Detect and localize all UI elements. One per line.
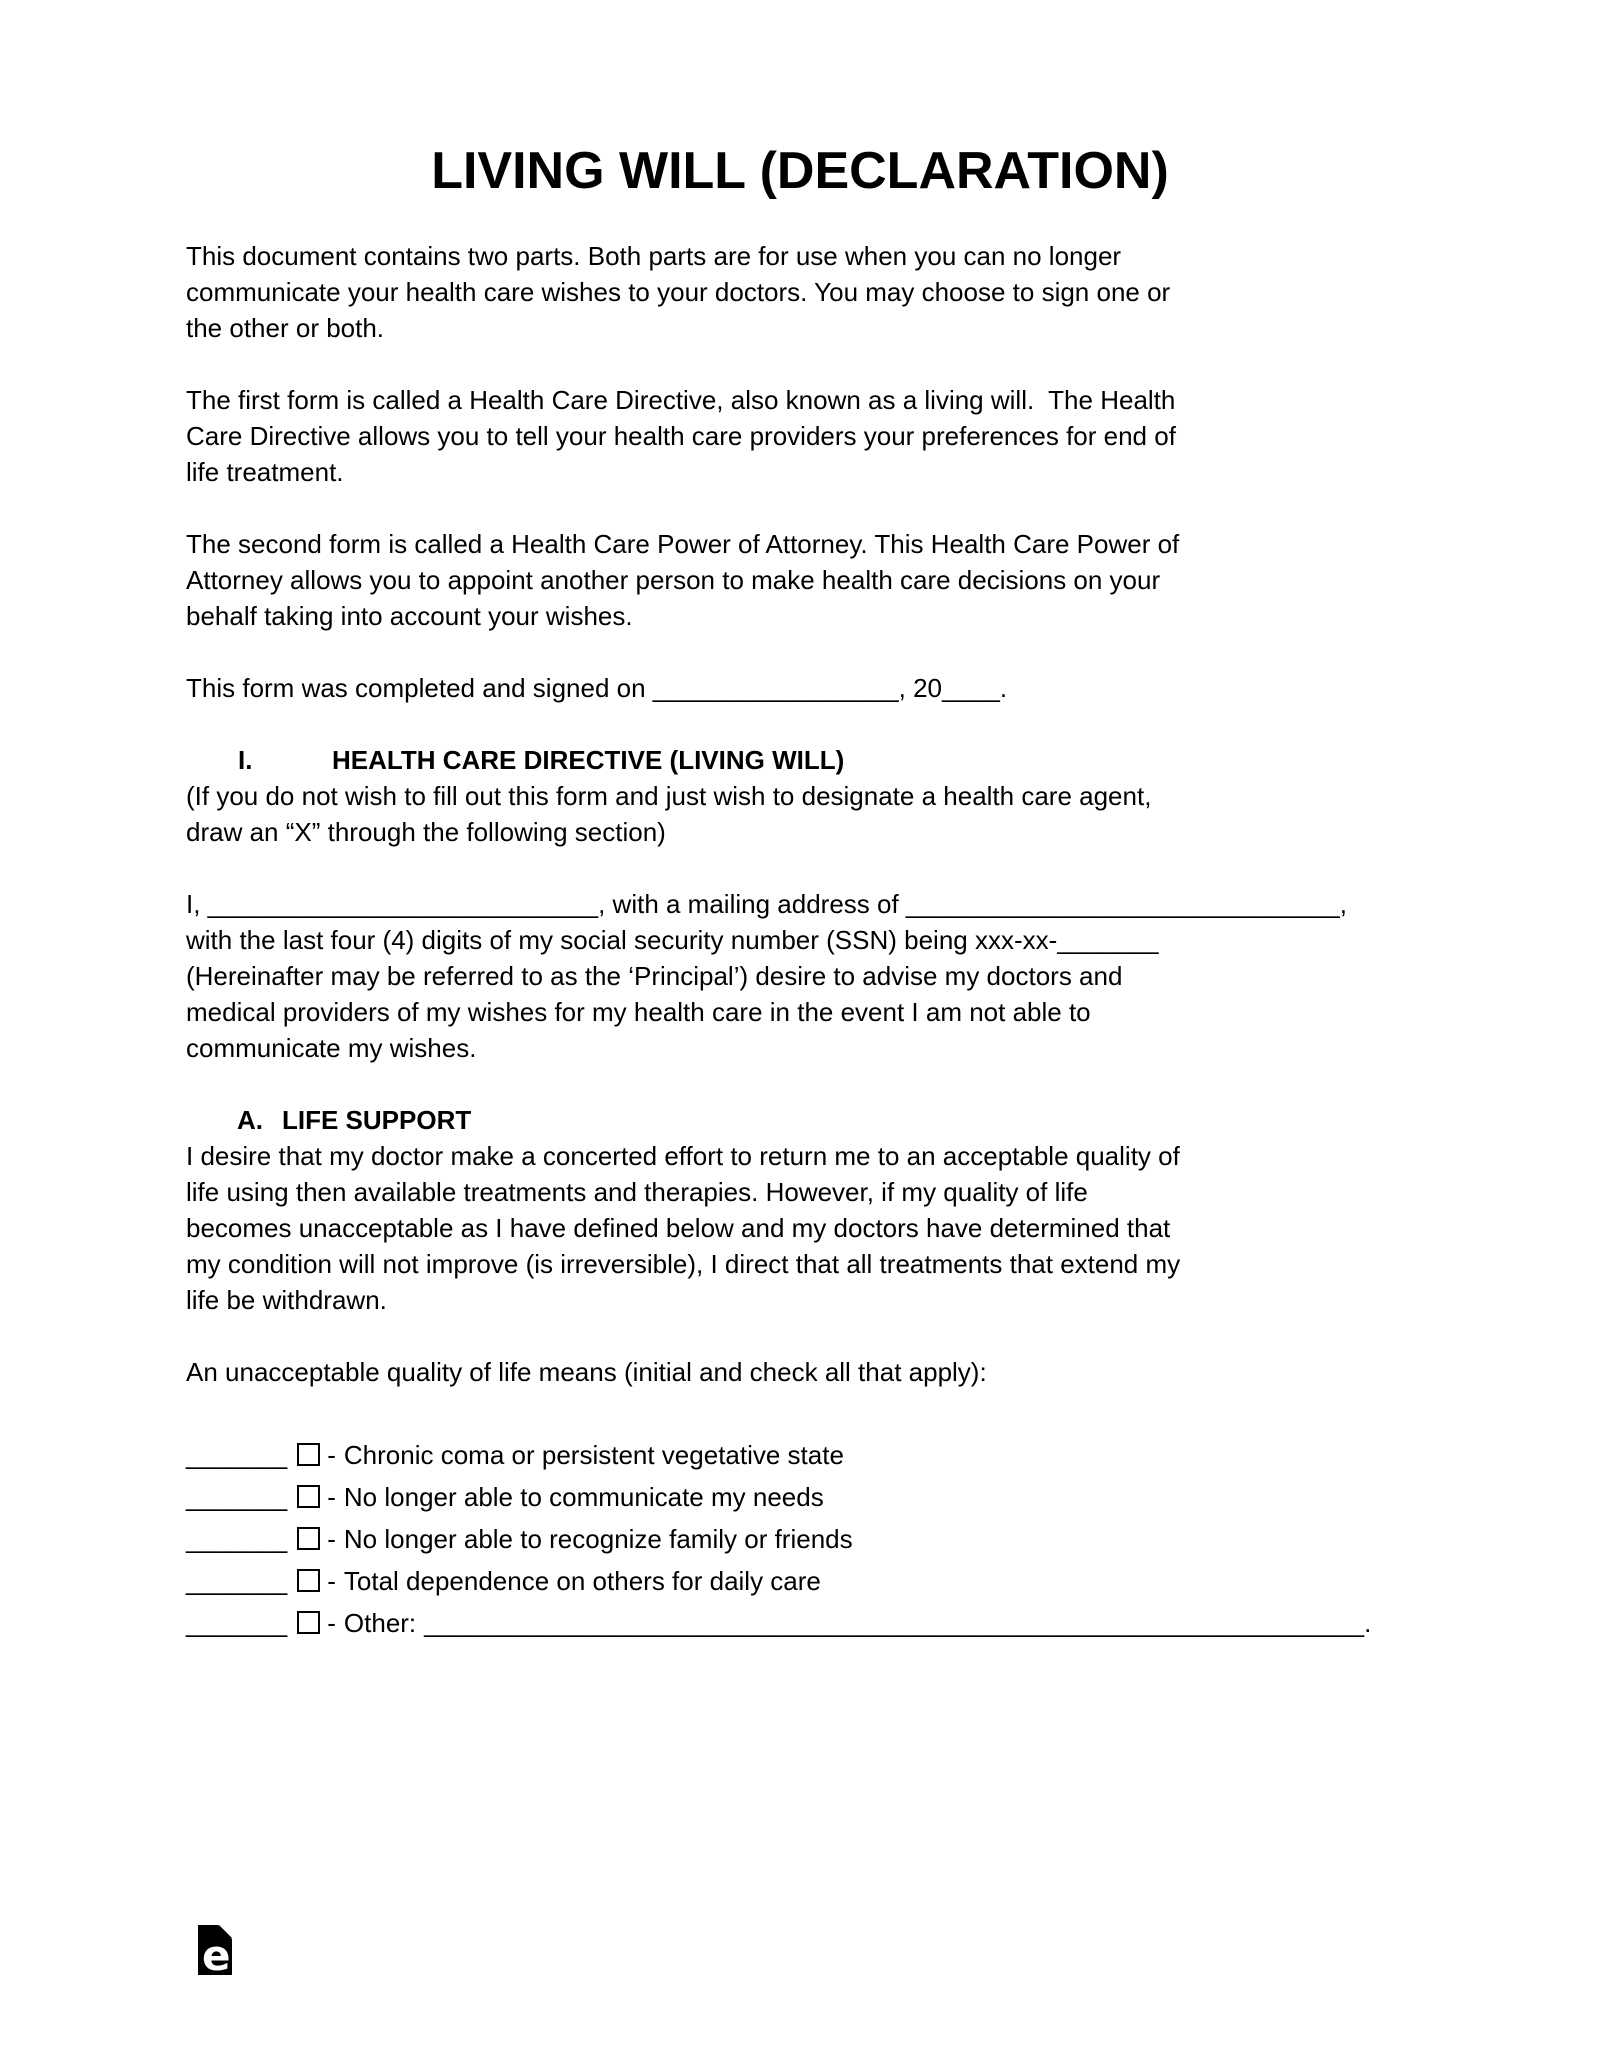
signed-mid: , 20: [898, 673, 942, 703]
checkbox-icon[interactable]: [297, 1485, 320, 1508]
intro-paragraph-1: [186, 238, 1414, 346]
text-line: (If you do not wish to fill out this form and just wish to designate a health care agent,: [186, 781, 1152, 811]
checklist-option-other: [186, 1602, 1414, 1644]
checkbox-icon[interactable]: [297, 1611, 320, 1634]
principal-line1-end: ,: [1339, 889, 1347, 919]
text-line: The first form is called a Health Care Directive, also known as a living will. The Health: [186, 385, 1176, 415]
checklist-option-recognize: [186, 1518, 1414, 1560]
initials-blank[interactable]: _______: [186, 1608, 288, 1638]
other-suffix: .: [1364, 1608, 1372, 1638]
principal-name-blank[interactable]: ___________________________: [207, 889, 599, 919]
principal-line1-mid: , with a mailing address of: [598, 889, 906, 919]
dash-separator: -: [327, 1440, 336, 1470]
section-1-number: I.: [238, 745, 253, 775]
signed-prefix: This form was completed and signed on: [186, 673, 653, 703]
logo-letter: e: [202, 1931, 231, 1980]
checkbox-icon[interactable]: [297, 1569, 320, 1592]
text-line: life using then available treatments and therapies. However, if my quality of life: [186, 1177, 1088, 1207]
intro-paragraph-2: [186, 382, 1414, 490]
year-blank[interactable]: ____: [942, 673, 1000, 703]
text-line: This document contains two parts. Both parts are for use when you can no longer: [186, 241, 1122, 271]
dash-separator: -: [327, 1524, 336, 1554]
option-label: No longer able to recognize family or friends: [343, 1524, 853, 1554]
other-blank[interactable]: _________________________________________________________________: [424, 1608, 1365, 1638]
life-support-paragraph: [186, 1138, 1414, 1318]
text-line: life be withdrawn.: [186, 1285, 387, 1315]
text-line: the other or both.: [186, 313, 385, 343]
initials-blank[interactable]: _______: [186, 1524, 288, 1554]
life-support-letter: A.: [237, 1105, 263, 1135]
checkbox-icon[interactable]: [297, 1443, 320, 1466]
text-line: my condition will not improve (is irreversible), I direct that all treatments that extend my: [186, 1249, 1181, 1279]
document-title: LIVING WILL (DECLARATION): [431, 142, 1169, 200]
initials-blank[interactable]: _______: [186, 1440, 288, 1470]
checklist-option-communicate: [186, 1476, 1414, 1518]
life-support-title: LIFE SUPPORT: [282, 1105, 472, 1135]
section-1-heading: [186, 742, 1414, 778]
checkbox-icon[interactable]: [297, 1527, 320, 1550]
principal-paragraph: [186, 886, 1414, 1066]
text-line: behalf taking into account your wishes.: [186, 601, 633, 631]
principal-line2-prefix: with the last four (4) digits of my social security number (SSN) being xxx-xx-: [186, 925, 1058, 955]
intro-paragraph-3: [186, 526, 1414, 634]
option-label: Total dependence on others for daily care: [343, 1566, 821, 1596]
text-line: communicate your health care wishes to your doctors. You may choose to sign one or: [186, 277, 1171, 307]
section-1-note: [186, 778, 1414, 850]
page-content: [186, 140, 1414, 1644]
checklist-option-dependence: [186, 1560, 1414, 1602]
text-line: The second form is called a Health Care Power of Attorney. This Health Care Power of: [186, 529, 1180, 559]
checklist-option-coma: [186, 1434, 1414, 1476]
principal-line1-prefix: I,: [186, 889, 208, 919]
signed-date-line: [186, 670, 1414, 706]
text-line: becomes unacceptable as I have defined below and my doctors have determined that: [186, 1213, 1171, 1243]
life-support-heading: [186, 1102, 1414, 1138]
option-label: No longer able to communicate my needs: [343, 1482, 824, 1512]
text-line: medical providers of my wishes for my health care in the event I am not able to: [186, 997, 1091, 1027]
dash-separator: -: [327, 1566, 336, 1596]
section-1-title: HEALTH CARE DIRECTIVE (LIVING WILL): [332, 745, 845, 775]
text-line: I desire that my doctor make a concerted effort to return me to an acceptable quality of: [186, 1141, 1180, 1171]
text-line: draw an “X” through the following section): [186, 817, 666, 847]
mailing-address-blank[interactable]: ______________________________: [905, 889, 1340, 919]
ssn-blank[interactable]: _______: [1057, 925, 1159, 955]
eforms-logo: [198, 1925, 232, 1980]
text-line: Attorney allows you to appoint another person to make health care decisions on your: [186, 565, 1161, 595]
text-line: life treatment.: [186, 457, 344, 487]
dash-separator: -: [327, 1482, 336, 1512]
text-line: (Hereinafter may be referred to as the ‘Principal’) desire to advise my doctors and: [186, 961, 1123, 991]
text-line: communicate my wishes.: [186, 1033, 477, 1063]
signed-suffix: .: [999, 673, 1008, 703]
initials-blank[interactable]: _______: [186, 1482, 288, 1512]
option-label: Other:: [343, 1608, 417, 1638]
date-blank[interactable]: _________________: [652, 673, 899, 703]
dash-separator: -: [327, 1608, 336, 1638]
quality-of-life-checklist: [186, 1434, 1414, 1644]
initials-blank[interactable]: _______: [186, 1566, 288, 1596]
checklist-prompt: An unacceptable quality of life means (initial and check all that apply):: [186, 1357, 987, 1387]
option-label: Chronic coma or persistent vegetative state: [343, 1440, 844, 1470]
text-line: Care Directive allows you to tell your health care providers your preferences for end of: [186, 421, 1176, 451]
